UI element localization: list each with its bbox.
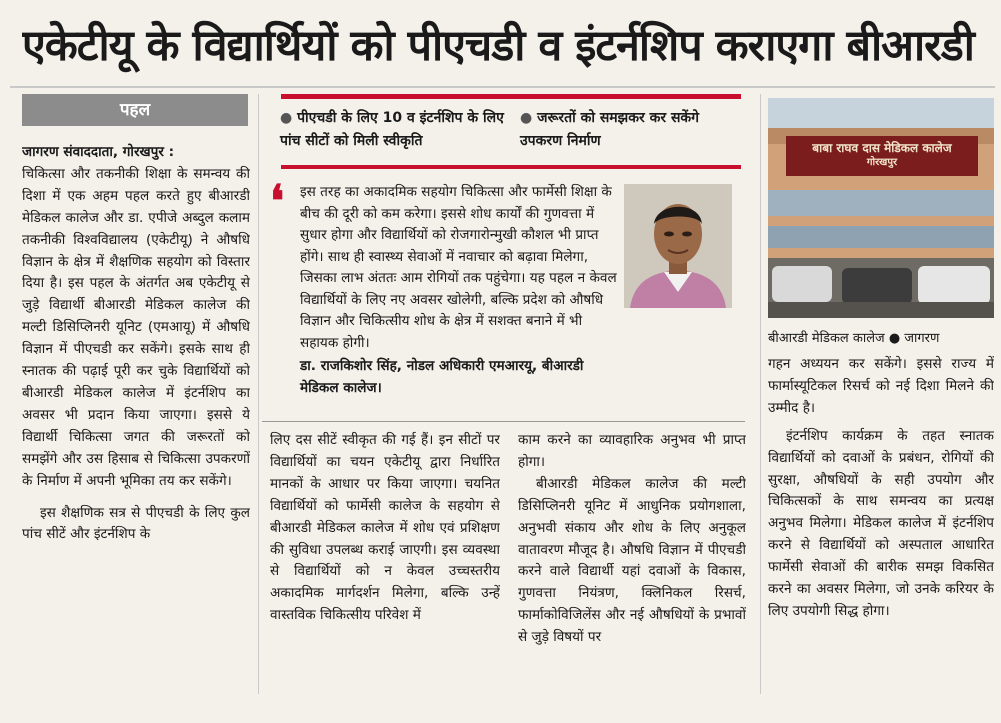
highlight-2: ● जरूरतों को समझकर कर सकेंगे उपकरण निर्माण [520,110,700,149]
column-divider [258,94,259,694]
headline: एकेटीयू के विद्यार्थियों को पीएचडी व इंटर्नशिप कराएगा बीआरडी [22,21,974,71]
highlight-bottom-rule [281,165,741,169]
paragraph: बीआरडी मेडिकल कालेज की मल्टी डिसिप्लिनरी यूनिट में आधुनिक प्रयोगशाला, अनुभवी संकाय और शोध के लिए अनुकूल वातावरण मौजूद है। औषधि विज्ञान में पीएचडी करने वाले विद्यार्थी यहां दवाओं के विकास, गुणवत्ता नियंत्रण, क्लिनिकल रिसर्च, फार्माकोविजिलेंस और नई औषधियों के प्रभावों से जुड़े विषयों पर [518,475,746,646]
column-3 [518,430,746,692]
story-divider [262,421,745,422]
photo-divider [760,94,761,694]
portrait-photo [624,184,732,308]
paragraph: लिए दस सीटें स्वीकृत की गई हैं। इन सीटों पर विद्यार्थियों का चयन एकेटीयू द्वारा निर्धारित मानकों के आधार पर किया जाएगा। चयनित विद्यार्थियों को फार्मेसी कालेज के सहयोग से बीआरडी मेडिकल कालेज में शोध एवं प्रशिक्षण की सुविधा उपलब्ध कराई जाएगी। इस व्यवस्था से विद्यार्थियों को न केवल उच्चस्तरीय अकादमिक मार्गदर्शन मिलेगा, बल्कि उन्हें वास्तविक चिकित्सीय परिवेश में [270,432,500,624]
quote-mark-icon: ❛ [270,176,285,227]
college-sign-text: बाबा राघव दास मेडिकल कालेज [812,141,952,155]
highlight-top-rule [281,94,741,99]
college-sign-sub: गोरखपुर [866,157,898,168]
paragraph: इंटर्नशिप कार्यक्रम के तहत स्नातक विद्यार्थियों को दवाओं के प्रबंधन, रोगियों की सुरक्षा, औषधियों के सही उपयोग और चिकित्सकों के साथ समन्वय का प्रत्यक्ष अनुभव मिलेगा। मेडिकल कालेज में इंटर्नशिप करने से विद्यार्थियों को अस्पताल आधारित फार्मेसी सेवाओं की बारीक समझ विकसित करने का अवसर मिलेगा, जो उनके करियर के लिए उपयोगी सिद्ध होगा। [768,427,994,619]
bullet-icon: ● [888,331,901,346]
photo-caption: बीआरडी मेडिकल कालेज ● जागरण [768,331,940,346]
highlight-1: ● पीएचडी के लिए 10 व इंटर्नशिप के लिए पांच सीटों को मिली स्वीकृति [280,110,504,149]
section-tag: पहल [22,94,248,126]
quote-text-top: इस तरह का अकादमिक सहयोग चिकित्सा और फार्मेसी शिक्षा के बीच की दूरी को कम करेगा। इससे शोध कार्यों की गुणवत्ता में सुधार होगा और विद्यार्थियों को रोजगारोन्मुखी कौशल भी प्राप्त होंगे। साथ ही स्वास्थ्य सेवाओं में नवाचार को बढ़ावा मिलेगा, जिसका लाभ अंततः आम रोगियों तक पहुंचेगा। यह पहल न केवल विद्यार्थियों के लिए नए अवसर खोलेगी, बल्कि प्रदेश को औषधि विज्ञान और चिकित्सीय शोध के क्षेत्र में सशक्त बनाने में भी सहायक होगी। डा. राजकिशोर सिंह, नोडल अधिकारी एमआरयू, बीआरडी मेडिकल कालेज। [300,182,620,399]
column-4 [768,354,994,694]
byline: जागरण संवाददाता, गोरखपुर : [22,144,175,160]
college-photo [768,98,994,318]
paragraph: गहन अध्ययन कर सकेंगे। इससे राज्य में फार्मास्यूटिकल रिसर्च को नई दिशा मिलने की उम्मीद है। [768,356,994,416]
quote-attribution: डा. राजकिशोर सिंह, नोडल अधिकारी एमआरयू, बीआरडी मेडिकल कालेज। [300,358,584,396]
column-1 [22,142,250,692]
college-sign [786,140,978,170]
paragraph: काम करने का व्यावहारिक अनुभव भी प्राप्त होगा। [518,432,746,470]
headline-divider [10,86,995,88]
paragraph: इस शैक्षणिक सत्र से पीएचडी के लिए कुल पांच सीटें और इंटर्नशिप के [22,504,250,543]
column-2 [270,430,500,692]
paragraph: चिकित्सा और तकनीकी शिक्षा के समन्वय की दिशा में एक अहम पहल करते हुए बीआरडी मेडिकल कालेज और डा. एपीजे अब्दुल कलाम तकनीकी विश्वविद्यालय (एकेटीयू) ने औषधि विज्ञान के क्षेत्र में शैक्षणिक सहयोग को विस्तार दिया है। इस पहल के अंतर्गत अब एकेटीयू से जुड़े विद्यार्थी बीआरडी मेडिकल कालेज की मल्टी डिसिप्लिनरी यूनिट (एमआयू) में औषधि विज्ञान में पीएचडी कर सकेंगे। इसके साथ ही स्नातक की पढ़ाई पूरी कर चुके विद्यार्थियों को बीआरडी मेडिकल कालेज में इंटर्नशिप का अवसर भी प्रदान किया जाएगा। इससे ये विद्यार्थी चिकित्सा जगत की जरूरतों को समझेंगे और उस हिसाब से चिकित्सा उपकरणों के निर्माण में अपनी भूमिका तय कर सकेंगे। [22,165,250,489]
bullet-icon: ● [520,110,533,126]
bullet-icon: ● [280,110,293,126]
